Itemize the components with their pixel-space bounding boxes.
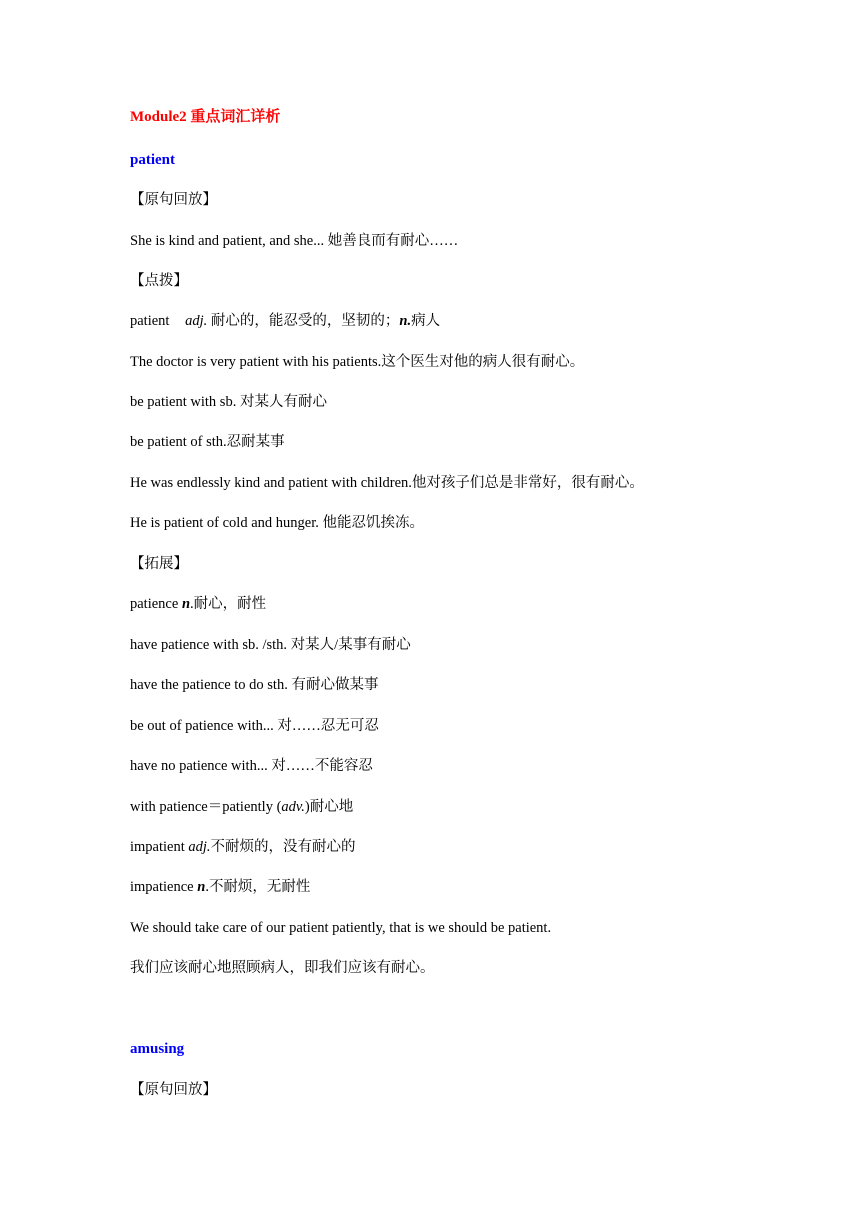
example-2: be patient with sb. 对某人有耐心 — [130, 394, 327, 410]
extend-6-a: with patience＝patiently ( — [130, 799, 282, 815]
definition-pos-noun: n. — [399, 313, 412, 329]
module-title: Module2 重点词汇详析 — [130, 109, 281, 125]
extend-1 — [130, 594, 266, 614]
extend-9-translation: 我们应该耐心地照顾病人，即我们应该有耐心。 — [130, 960, 435, 976]
extend-7-word: impatient — [130, 839, 189, 855]
original-sentence: She is kind and patient, and she... 她善良而有耐心…… — [130, 233, 459, 249]
section-original-sentence-2: 【原句回放】 — [130, 1082, 217, 1098]
extend-6-b: )耐心地 — [304, 799, 354, 815]
extend-5: have no patience with... 对……不能容忍 — [130, 758, 373, 774]
extend-2: have patience with sb. /sth. 对某人/某事有耐心 — [130, 637, 411, 653]
definition-meaning-noun: 病人 — [411, 313, 441, 329]
extend-6 — [130, 797, 353, 817]
example-5: He is patient of cold and hunger. 他能忍饥挨冻。 — [130, 515, 424, 531]
definition-line — [130, 311, 440, 331]
definition-word: patient — [130, 313, 170, 329]
section-original-sentence: 【原句回放】 — [130, 192, 217, 208]
section-extend: 【拓展】 — [130, 556, 188, 572]
example-3: be patient of sth.忍耐某事 — [130, 434, 285, 450]
extend-8-pos: n — [197, 879, 206, 895]
extend-6-pos: adv. — [281, 799, 305, 815]
extend-9: We should take care of our patient patiently, that is we should be patient. — [130, 920, 552, 936]
headword-amusing: amusing — [130, 1041, 185, 1057]
extend-3: have the patience to do sth. 有耐心做某事 — [130, 677, 379, 693]
definition-pos-adj: adj. — [185, 313, 208, 329]
extend-8-meaning: .不耐烦，无耐性 — [205, 879, 311, 895]
extend-7 — [130, 837, 356, 857]
definition-meaning-adj: 耐心的，能忍受的，坚韧的； — [207, 313, 400, 329]
extend-8 — [130, 877, 310, 897]
example-4: He was endlessly kind and patient with children.他对孩子们总是非常好，很有耐心。 — [130, 475, 644, 491]
headword-patient: patient — [130, 152, 175, 168]
section-tip: 【点拨】 — [130, 273, 188, 289]
extend-4: be out of patience with... 对……忍无可忍 — [130, 718, 379, 734]
extend-1-pos: n — [181, 596, 191, 612]
extend-1-meaning: .耐心，耐性 — [190, 596, 267, 612]
extend-7-pos: adj. — [188, 839, 211, 855]
example-1: The doctor is very patient with his patients.这个医生对他的病人很有耐心。 — [130, 354, 585, 370]
extend-7-meaning: 不耐烦的，没有耐心的 — [210, 839, 356, 855]
extend-8-word: impatience — [130, 879, 198, 895]
extend-1-word: patience — [130, 596, 182, 612]
